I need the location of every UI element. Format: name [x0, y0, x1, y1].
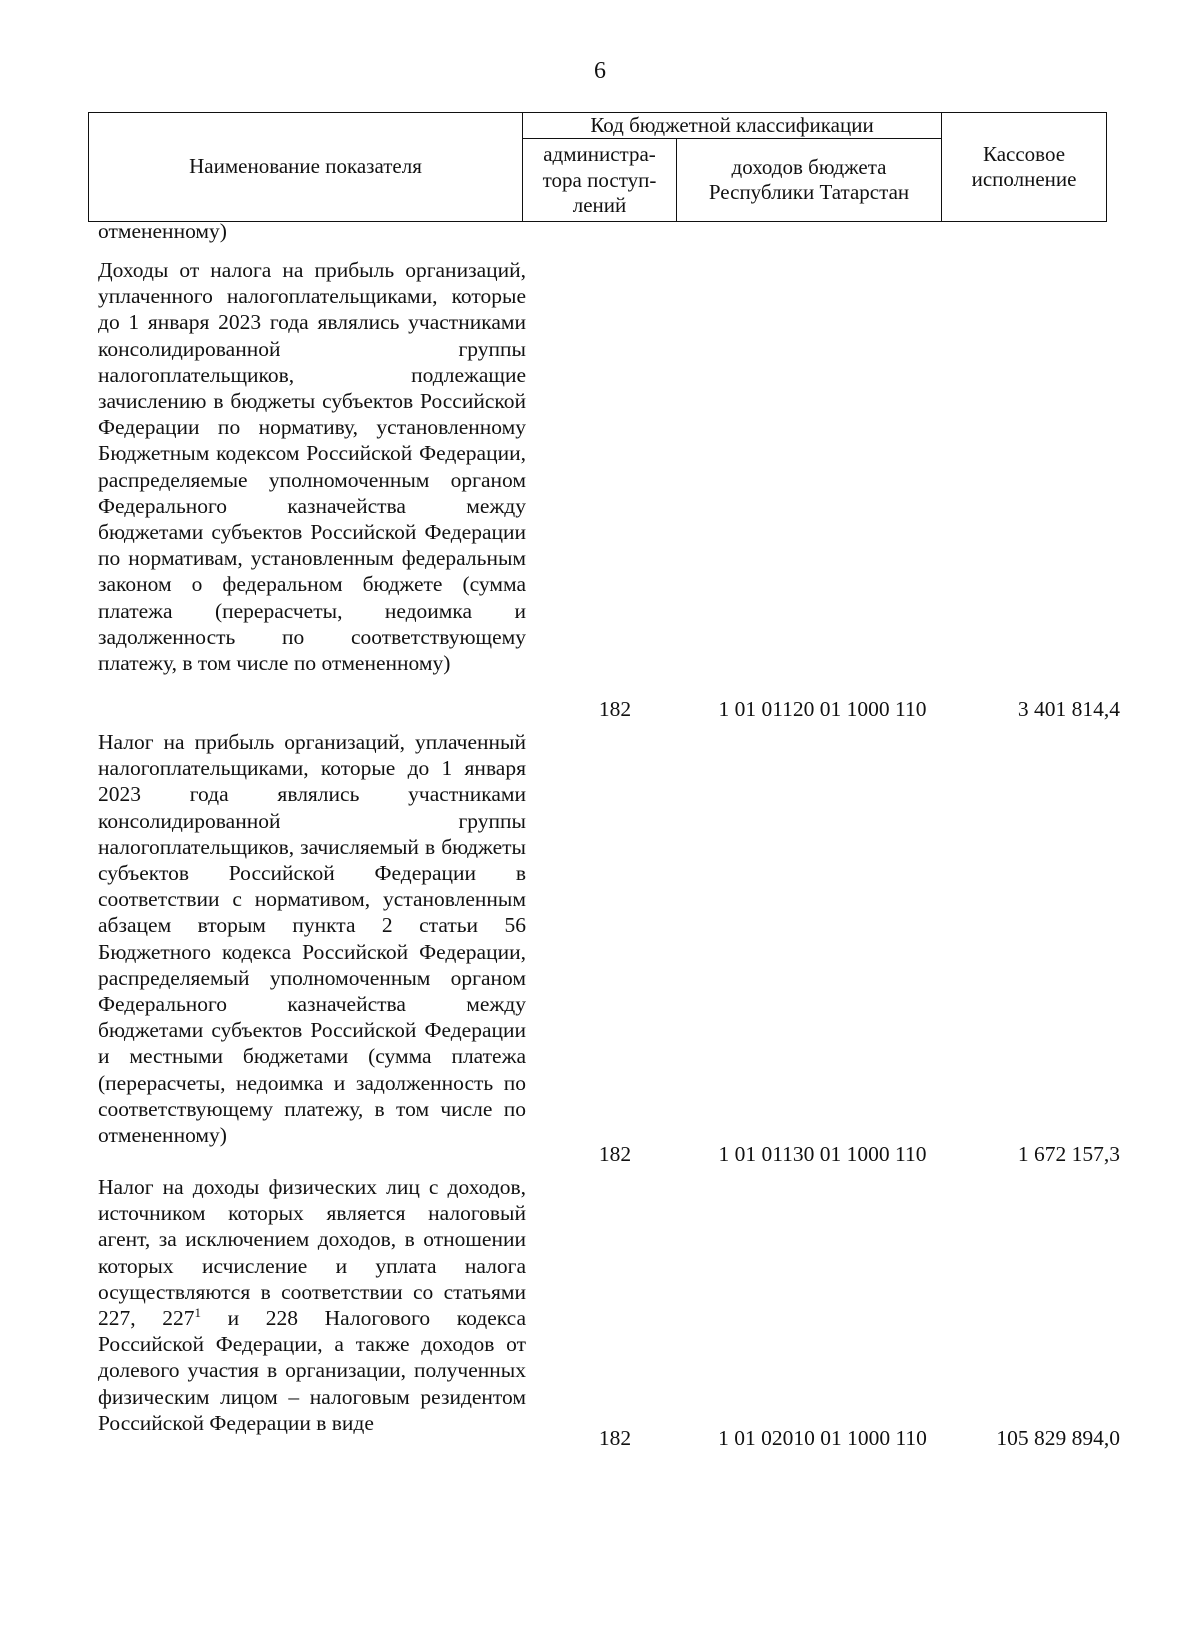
- row-2-name: Налог на прибыль организаций, уплаченный налогоплательщиками, которые до 1 января 2023 года являлись участниками консолидированной группы налогоплательщиков, зачисляемый в бюджеты субъектов Российской Федерации в соответствии с нормативом, установленным абзацем вторым пункта 2 статьи 56 Бюджетного кодекса Российской Федерации, распределяемый уполномоченным органом Федерального казначейства между бюджетами субъектов Российской Федерации и местными бюджетами (сумма платежа (перерасчеты, недоимка и задолженность по соответствующему платежу, в том числе по отмененному): [98, 730, 526, 1148]
- header-budget-classification-code: Код бюджетной классификации: [523, 113, 942, 139]
- row-3-cash-amount: 105 829 894,0: [996, 1426, 1120, 1450]
- row-1-cash-amount: 3 401 814,4: [1017, 697, 1120, 721]
- row-2-cash-amount: 1 672 157,3: [1017, 1142, 1120, 1166]
- header-cash-execution: Кассовое исполнение: [942, 113, 1107, 222]
- row-3-name: [98, 1174, 526, 1436]
- row-2-income-code: 1 01 01130 01 1000 110: [718, 1142, 927, 1166]
- row-1-income-code: 1 01 01120 01 1000 110: [718, 697, 927, 721]
- row-1-name: Доходы от налога на прибыль организаций, уплаченного налогоплательщиками, которые до 1 января 2023 года являлись участниками консолидированной группы налогоплательщиков, подлежащие зачислению в бюджеты субъектов Российской Федерации по нормативу, установленному Бюджетным кодексом Российской Федерации, распределяемые уполномоченным органом Федерального казначейства между бюджетами субъектов Российской Федерации по нормативам, установленным федеральным законом о федеральном бюджете (сумма платежа (перерасчеты, недоимка и задолженность по соответствующему платежу, в том числе по отмененному): [98, 258, 526, 676]
- row-3-admin-code: 182: [598, 1426, 632, 1450]
- row-1-admin-code: 182: [598, 697, 632, 721]
- header-income-column: доходов бюджета Республики Татарстан: [677, 139, 942, 222]
- continuation-text: отмененному): [98, 219, 227, 243]
- header-name-column: Наименование показателя: [89, 113, 523, 222]
- row-3-name-part-1: Налог на доходы физических лиц с доходов, источником которых является налоговый агент, за исключением доходов, в отношении которых исчисление и уплата налога осуществляются в соответствии со статьями 227, 227: [98, 1175, 526, 1331]
- page-number: 6: [594, 58, 606, 84]
- row-3-name-part-2: и 228 Налогового кодекса Российской Федерации, а также доходов от долевого участия в организации, полученных физическим лицом – налоговым резидентом Российской Федерации в виде: [98, 1306, 527, 1435]
- table-header: [88, 112, 1107, 222]
- row-3-name-superscript: 1: [194, 1304, 201, 1320]
- row-3-income-code: 1 01 02010 01 1000 110: [718, 1426, 927, 1450]
- row-2-admin-code: 182: [598, 1142, 632, 1166]
- header-administrator-column: администра-тора поступ-лений: [523, 139, 677, 222]
